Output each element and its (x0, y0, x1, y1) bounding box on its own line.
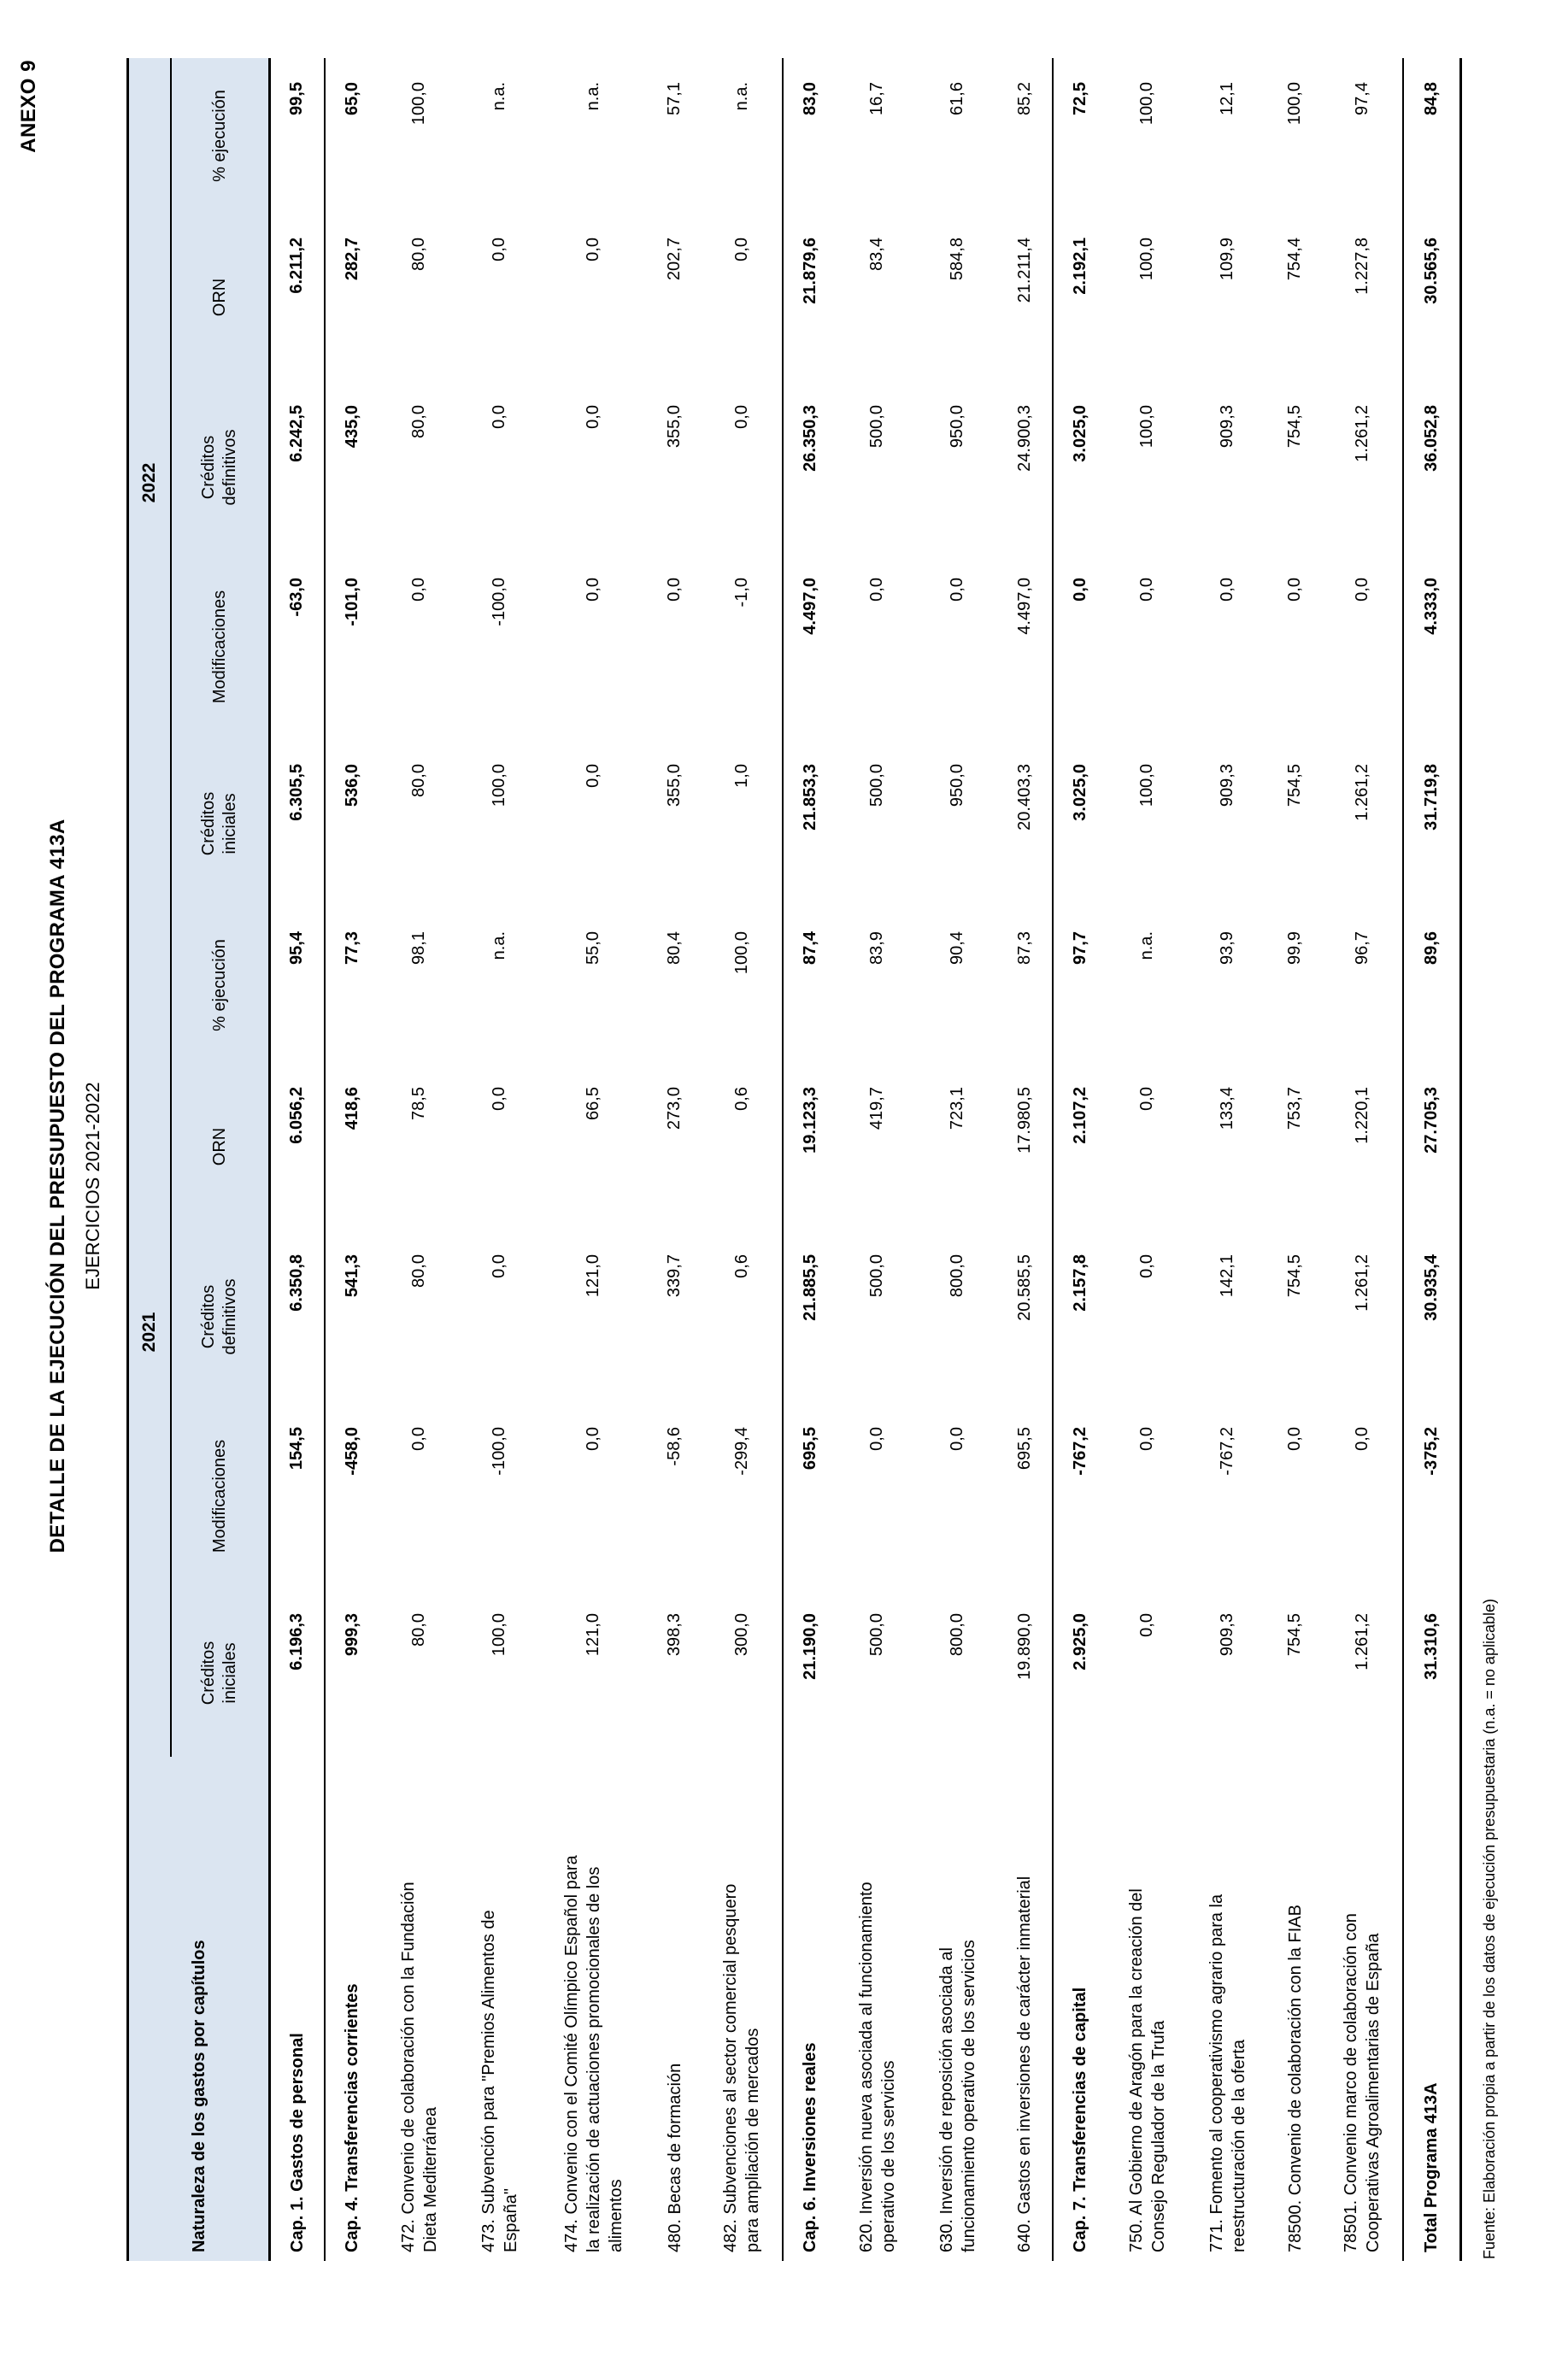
value-cell: 80,0 (409, 238, 428, 271)
year-header-2022: 2022 (128, 58, 171, 907)
value-cell: 1,0 (731, 764, 751, 788)
value-cell: 61,6 (948, 82, 966, 115)
value-cell: 0,0 (584, 764, 602, 788)
value-cell: 0,0 (1137, 1087, 1156, 1111)
value-cell: 84,8 (1403, 58, 1461, 214)
table-row (648, 58, 702, 2261)
table-row (918, 58, 998, 2261)
value-cell: 154,5 (287, 1427, 307, 1471)
value-cell: 31.719,8 (1403, 740, 1461, 907)
value-cell: 21.853,3 (783, 740, 837, 907)
value-cell: 1.261,2 (1352, 1254, 1371, 1312)
value-cell: 950,0 (948, 405, 966, 449)
value-cell: 339,7 (665, 1254, 684, 1298)
value-cell: 80,0 (409, 1613, 428, 1647)
value-cell: 0,0 (409, 1427, 428, 1451)
value-cell: 80,4 (665, 931, 684, 965)
value-cell: 419,7 (867, 1087, 886, 1130)
row-label-cell: Total Programa 413A (1403, 1757, 1461, 2261)
row-label-cell: Cap. 4. Transferencias corrientes (325, 1757, 379, 2261)
value-cell: 87,4 (783, 907, 837, 1063)
value-cell: -375,2 (1403, 1403, 1461, 1589)
column-header: Créditos iniciales (171, 740, 270, 907)
value-cell: 0,0 (1137, 578, 1156, 602)
value-cell: 0,0 (490, 405, 508, 429)
value-cell: 754,5 (1285, 764, 1304, 807)
value-cell: 97,4 (1352, 82, 1371, 115)
value-cell: 3.025,0 (1053, 740, 1107, 907)
value-cell: 0,0 (409, 578, 428, 602)
value-cell: 1.227,8 (1352, 238, 1371, 295)
value-cell: 12,1 (1218, 82, 1236, 115)
table-row (783, 58, 837, 2261)
value-cell: -101,0 (325, 554, 379, 740)
value-cell: 999,3 (325, 1589, 379, 1757)
column-header: ORN (171, 1063, 270, 1230)
value-cell: 0,0 (1137, 1427, 1156, 1451)
value-cell: 16,7 (867, 82, 886, 115)
page-subtitle: EJERCICIOS 2021-2022 (82, 1082, 103, 1290)
value-cell: 0,0 (584, 1427, 602, 1451)
value-cell: 300,0 (731, 1613, 751, 1657)
value-cell: 800,0 (948, 1254, 966, 1298)
value-cell: 21.211,4 (1014, 238, 1034, 303)
value-cell: 0,0 (490, 238, 508, 261)
title-block (46, 0, 104, 2372)
value-cell: 584,8 (948, 238, 966, 281)
row-label-cell: 620. Inversión nueva asociada al funcionamiento operativo de los servicios (856, 1882, 898, 2252)
row-label-cell: 474. Convenio con el Comité Olímpico Español para la realización de actuaciones promocionales de los alimentos (561, 1855, 625, 2252)
value-cell: 500,0 (867, 405, 886, 449)
value-cell: 90,4 (948, 931, 966, 965)
value-cell: 0,0 (948, 578, 966, 602)
value-cell: 21.879,6 (783, 214, 837, 381)
value-cell: 536,0 (325, 740, 379, 907)
value-cell: 83,0 (783, 58, 837, 214)
value-cell: 418,6 (325, 1063, 379, 1230)
value-cell: 4.333,0 (1403, 554, 1461, 740)
row-label-cell: 640. Gastos en inversiones de carácter inmaterial (1015, 1876, 1034, 2252)
value-cell: 21.190,0 (783, 1589, 837, 1757)
value-cell: 282,7 (325, 214, 379, 381)
value-cell: 753,7 (1285, 1087, 1304, 1130)
value-cell: 754,4 (1285, 238, 1304, 281)
row-label-cell: 482. Subvenciones al sector comercial pesquero para ampliación de mercados (721, 1883, 762, 2252)
table-row (460, 58, 540, 2261)
value-cell: 96,7 (1352, 931, 1371, 965)
value-cell: 78,5 (409, 1087, 428, 1120)
table-row (1188, 58, 1268, 2261)
row-label-cell: Cap. 6. Inversiones reales (783, 1757, 837, 2261)
column-header: Créditos definitivos (171, 381, 270, 554)
value-cell: n.a. (490, 82, 508, 111)
value-cell: 754,5 (1285, 1613, 1304, 1657)
value-cell: 6.242,5 (287, 405, 307, 462)
value-cell: n.a. (490, 931, 508, 960)
value-cell: 435,0 (325, 381, 379, 554)
value-cell: 20.403,3 (1014, 764, 1034, 831)
row-label-cell: 78500. Convenio de colaboración con la FIAB (1285, 1905, 1305, 2252)
value-cell: 695,5 (1014, 1427, 1034, 1471)
value-cell: 0,0 (584, 238, 602, 261)
value-cell: 100,0 (1137, 405, 1156, 449)
year-header-row (128, 58, 171, 2261)
value-cell: 355,0 (665, 764, 684, 807)
value-cell: 0,0 (1285, 1427, 1304, 1451)
value-cell: -767,2 (1053, 1403, 1107, 1589)
value-cell: 85,2 (1014, 82, 1034, 115)
value-cell: n.a. (584, 82, 602, 111)
row-label-cell: 750. Al Gobierno de Aragón para la creación del Consejo Regulador de la Trufa (1126, 1888, 1168, 2252)
value-cell: 0,0 (490, 1087, 508, 1111)
value-cell: 695,5 (783, 1403, 837, 1589)
value-cell: -299,4 (731, 1427, 751, 1476)
value-cell: 500,0 (867, 764, 886, 807)
table-row (540, 58, 648, 2261)
table-row (1053, 58, 1107, 2261)
value-cell: 57,1 (665, 82, 684, 115)
value-cell: n.a. (731, 82, 751, 111)
value-cell: 99,9 (1285, 931, 1304, 965)
value-cell: -767,2 (1218, 1427, 1236, 1476)
value-cell: 1.261,2 (1352, 1613, 1371, 1670)
row-label-cell: 480. Becas de formación (665, 2063, 684, 2252)
value-cell: 80,0 (409, 764, 428, 797)
column-header: Créditos iniciales (171, 1589, 270, 1757)
value-cell: 909,3 (1218, 764, 1236, 807)
value-cell: -1,0 (731, 578, 751, 608)
value-cell: 95,4 (287, 931, 307, 965)
value-cell: 55,0 (584, 931, 602, 965)
value-cell: -458,0 (325, 1403, 379, 1589)
value-cell: 0,0 (665, 578, 684, 602)
row-label-cell: 473. Subvención para "Premios Alimentos de España" (479, 1910, 520, 2252)
value-cell: 0,0 (1137, 1613, 1156, 1637)
value-cell: 77,3 (325, 907, 379, 1063)
value-cell: 21.885,5 (783, 1230, 837, 1403)
value-cell: 0,0 (867, 578, 886, 602)
value-cell: 500,0 (867, 1613, 886, 1657)
value-cell: 30.565,6 (1403, 214, 1461, 381)
value-cell: 500,0 (867, 1254, 886, 1298)
column-header: Modificaciones (171, 1403, 270, 1589)
value-cell: 3.025,0 (1053, 381, 1107, 554)
value-cell: 36.052,8 (1403, 381, 1461, 554)
value-cell: 2.107,2 (1053, 1063, 1107, 1230)
value-cell: 909,3 (1218, 405, 1236, 449)
column-header: ORN (171, 214, 270, 381)
value-cell: 80,0 (409, 405, 428, 438)
value-cell: 100,0 (1285, 82, 1304, 126)
value-cell: 100,0 (490, 1613, 508, 1657)
value-cell: 121,0 (584, 1254, 602, 1298)
value-cell: 754,5 (1285, 405, 1304, 449)
column-header: Modificaciones (171, 554, 270, 740)
table-row (325, 58, 379, 2261)
value-cell: 0,0 (948, 1427, 966, 1451)
row-label-cell: 472. Convenio de colaboración con la Fundación Dieta Mediterránea (398, 1882, 440, 2252)
value-cell: 0,0 (1285, 578, 1304, 602)
table-row (1403, 58, 1461, 2261)
annex-label: ANEXO 9 (17, 60, 40, 153)
value-cell: 202,7 (665, 238, 684, 281)
value-cell: 1.261,2 (1352, 764, 1371, 821)
value-cell: 4.497,0 (783, 554, 837, 740)
value-cell: 0,0 (584, 578, 602, 602)
value-cell: 6.056,2 (287, 1087, 307, 1144)
value-cell: -58,6 (665, 1427, 684, 1466)
value-cell: 87,3 (1014, 931, 1034, 965)
value-cell: 2.157,8 (1053, 1230, 1107, 1403)
value-cell: 2.925,0 (1053, 1589, 1107, 1757)
value-cell: 0,6 (731, 1087, 751, 1111)
value-cell: 4.497,0 (1014, 578, 1034, 635)
value-cell: 0,0 (584, 405, 602, 429)
value-cell: 0,0 (490, 1254, 508, 1278)
row-label-cell: 78501. Convenio marco de colaboración con Cooperativas Agroalimentarias de España (1342, 1913, 1383, 2252)
value-cell: 26.350,3 (783, 381, 837, 554)
value-cell: 6.305,5 (287, 764, 307, 821)
value-cell: 100,0 (1137, 238, 1156, 281)
value-cell: 100,0 (1137, 764, 1156, 807)
value-cell: 723,1 (948, 1087, 966, 1130)
value-cell: 93,9 (1218, 931, 1236, 965)
value-cell: 98,1 (409, 931, 428, 965)
value-cell: 100,0 (731, 931, 751, 975)
value-cell: 541,3 (325, 1230, 379, 1403)
value-cell: -100,0 (490, 1427, 508, 1476)
value-cell: 72,5 (1053, 58, 1107, 214)
source-note: Fuente: Elaboración propia a partir de los datos de ejecución presupuestaria (n.a. = no aplicable) (1481, 1599, 1498, 2259)
value-cell: 6.196,3 (287, 1613, 307, 1670)
row-label-cell: 771. Fomento al cooperativismo agrario para la reestructuración de la oferta (1207, 1893, 1248, 2252)
table-row (837, 58, 918, 2261)
value-cell: 0,0 (1137, 1254, 1156, 1278)
value-cell: 66,5 (584, 1087, 602, 1120)
value-cell: 100,0 (490, 764, 508, 807)
column-header: % ejecución (171, 58, 270, 214)
value-cell: 273,0 (665, 1087, 684, 1130)
value-cell: 142,1 (1218, 1254, 1236, 1298)
value-cell: 6.350,8 (287, 1254, 307, 1312)
value-cell: 83,9 (867, 931, 886, 965)
value-cell: n.a. (1137, 931, 1156, 960)
value-cell: 0,0 (1218, 578, 1236, 602)
value-cell: 30.935,4 (1403, 1230, 1461, 1403)
value-cell: 950,0 (948, 764, 966, 807)
value-cell: 27.705,3 (1403, 1063, 1461, 1230)
value-cell: 0,0 (1352, 578, 1371, 602)
value-cell: 0,0 (1352, 1427, 1371, 1451)
value-cell: 100,0 (409, 82, 428, 126)
value-cell: 355,0 (665, 405, 684, 449)
value-cell: 0,0 (731, 238, 751, 261)
value-cell: -100,0 (490, 578, 508, 626)
value-cell: 20.585,5 (1014, 1254, 1034, 1321)
value-cell: 800,0 (948, 1613, 966, 1657)
year-header-2021: 2021 (128, 907, 171, 1757)
table-row (998, 58, 1053, 2261)
value-cell: 0,0 (731, 405, 751, 429)
value-cell: 1.261,2 (1352, 405, 1371, 462)
column-header: % ejecución (171, 907, 270, 1063)
value-cell: 0,6 (731, 1254, 751, 1278)
table-row (379, 58, 460, 2261)
value-cell: 17.980,5 (1014, 1087, 1034, 1154)
value-cell: 65,0 (325, 58, 379, 214)
table-row (270, 58, 325, 2261)
value-cell: 31.310,6 (1403, 1589, 1461, 1757)
value-cell: 0,0 (867, 1427, 886, 1451)
value-cell: 1.220,1 (1352, 1087, 1371, 1144)
value-cell: 83,4 (867, 238, 886, 271)
value-cell: 121,0 (584, 1613, 602, 1657)
value-cell: 0,0 (1053, 554, 1107, 740)
table-row (1268, 58, 1323, 2261)
value-cell: 19.890,0 (1014, 1613, 1034, 1680)
value-cell: -63,0 (287, 578, 307, 617)
value-cell: 80,0 (409, 1254, 428, 1288)
value-cell: 754,5 (1285, 1254, 1304, 1298)
table-row (1323, 58, 1403, 2261)
value-cell: 24.900,3 (1014, 405, 1034, 472)
value-cell: 19.123,3 (783, 1063, 837, 1230)
row-label-cell: Cap. 1. Gastos de personal (287, 2033, 307, 2252)
row-header-naturaleza: Naturaleza de los gastos por capítulos (128, 1757, 270, 2261)
value-cell: 6.211,2 (287, 238, 307, 294)
row-label-cell: Cap. 7. Transferencias de capital (1053, 1757, 1107, 2261)
value-cell: 909,3 (1218, 1613, 1236, 1657)
value-cell: 133,4 (1218, 1087, 1236, 1130)
table-row (1107, 58, 1188, 2261)
page-title: DETALLE DE LA EJECUCIÓN DEL PRESUPUESTO DEL PROGRAMA 413A (46, 819, 69, 1553)
value-cell: 100,0 (1137, 82, 1156, 126)
row-label-cell: 630. Inversión de reposición asociada al funcionamiento operativo de los servicios (937, 1940, 978, 2252)
value-cell: 99,5 (287, 82, 307, 115)
value-cell: 97,7 (1053, 907, 1107, 1063)
value-cell: 109,9 (1218, 238, 1236, 281)
value-cell: 89,6 (1403, 907, 1461, 1063)
budget-table (126, 58, 1462, 2261)
value-cell: 2.192,1 (1053, 214, 1107, 381)
column-header: Créditos definitivos (171, 1230, 270, 1403)
table-row (702, 58, 783, 2261)
value-cell: 398,3 (665, 1613, 684, 1657)
